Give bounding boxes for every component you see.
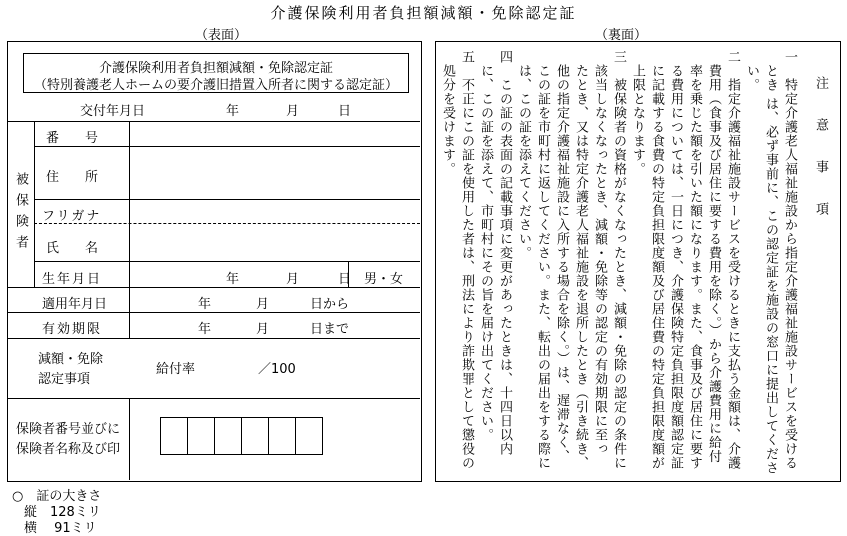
valid-month: 月 [256,322,270,337]
insurer-number-box[interactable] [214,417,242,455]
number-label: 番 号 [46,131,99,146]
reduction-label-2: 認定事項 [38,372,91,387]
reduction-label-1: 減額・免除 [38,352,104,367]
notes-column: とき は、必ず事前に、この認定証を施設の窓口に提出してくださ [763,50,778,476]
notes-column: 費用（食事及び居住に要する費用を除く。）から介護費用に給付 [706,50,721,464]
issue-date-label: 交付年月日 [80,104,146,119]
apply-year: 年 [198,297,212,312]
notes-column: 処分を受けます。 [440,50,455,176]
notes-heading: 注 意 事 項 [813,76,828,223]
notes-column: 上限となります。 [630,50,645,176]
insurer-number-box[interactable] [295,417,323,455]
document-title: 介護保険利用者負担額減額・免除認定証 [270,4,577,22]
notes-column: い。 [744,50,759,92]
notes-column: 三 被保険者の資格がなくなったとき、減額・免除の認定の条件に [611,50,626,470]
apply-month: 月 [256,297,270,312]
notes-column: に記載する食費の特定負担限度額及び居住費の特定負担限度額が [649,50,664,470]
size-note-width: 横 91ミリ [24,521,97,536]
card-header-line1: 介護保険利用者負担額減額・免除認定証 [98,61,333,76]
rate-label: 給付率 [156,362,196,377]
dob-day: 日 [338,272,352,287]
insurer-label-2: 保険者名称及び印 [16,442,121,457]
notes-column: 五 不正にこの証を使用した者は、刑法により詐欺罪として懲役の [459,50,474,470]
size-note-height: 縦 128ミリ [24,505,101,520]
back-card [435,41,841,482]
apply-date-label: 適用年月日 [42,297,108,312]
insurer-label-1: 保険者番号並びに [16,422,121,437]
address-label: 住 所 [46,170,99,185]
insurer-number-box[interactable] [268,417,296,455]
front-card [7,41,422,482]
card-header-box [23,53,409,93]
furigana-label: フリガナ [42,209,102,224]
back-side-label: （裏面） [595,28,648,43]
gender-field: 男・女 [364,272,404,287]
apply-day-from: 日から [310,297,350,312]
notes-column: たとき、又は特定介護老人福祉施設を退所したとき（引き続き、 [573,50,588,470]
valid-year: 年 [198,322,212,337]
dob-year: 年 [226,272,240,287]
issue-day: 日 [338,104,352,119]
notes-column: 該当しなくなったとき、減額・免除等の認定の有効期限に至っ [592,50,607,456]
front-side-label: （表面） [195,28,248,43]
issue-year: 年 [226,104,240,119]
valid-day-until: 日まで [310,322,350,337]
notes-column: 四 この証の表面の記載事項に変更があったときは、十四日以内 [497,50,512,456]
notes-column: 二 指定介護福祉施設サービスを受けるときに支払う金額は、介護 [725,50,740,470]
notes-area [436,42,840,481]
insurer-number-box[interactable] [160,417,188,455]
valid-label: 有効期限 [42,322,103,337]
rate-value: ／100 [258,362,296,377]
notes-column: る費用については、一日につき、介護保険特定負担限度額認定証 [668,50,683,470]
name-label: 氏 名 [46,241,99,256]
notes-column: 一 特定介護老人福祉施設から指定介護福祉施設サービスを受ける [782,50,797,470]
insurer-number-box[interactable] [241,417,269,455]
card-header-line2: （特別養護老人ホームの要介護旧措置入所者に関する認定証） [33,78,398,93]
insurer-number-box[interactable] [187,417,215,455]
notes-column: に、この証を添えて、市町村にその旨を届け出てください。 [478,50,493,442]
notes-column: は、この証を添えてください。 [516,50,531,260]
dob-label: 生年月日 [42,272,103,287]
issue-month: 月 [286,104,300,119]
insured-label: 被保険者 [13,172,28,256]
notes-column: 他の指定介護福祉施設に入所する場合を除く。）は、遅滞なく、 [554,50,569,464]
dob-month: 月 [286,272,300,287]
size-note-heading: ○ 証の大きさ [12,489,102,504]
notes-column: 率を乗じた額を引いた額になります。また、食事及び居住に要す [687,50,702,470]
notes-column: この証を市町村に返してください。また、転出の届出をする際に [535,50,550,470]
